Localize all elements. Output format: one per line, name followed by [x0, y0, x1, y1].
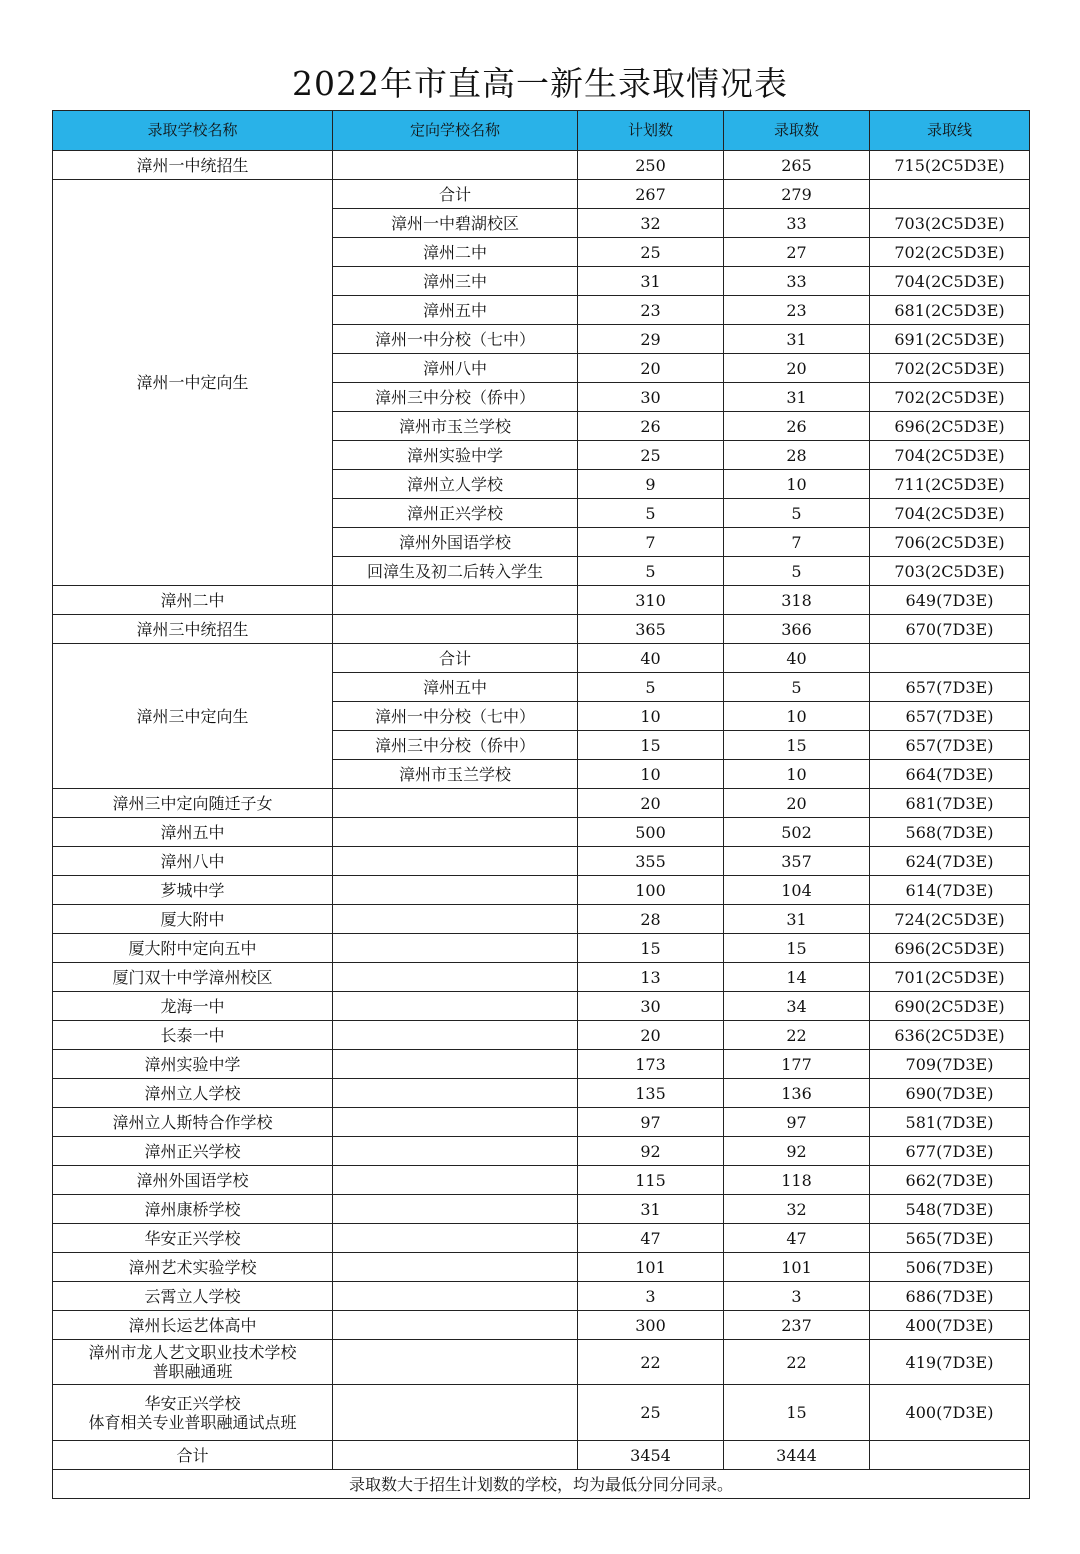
plan-count: 15	[578, 731, 724, 760]
admit-line: 701(2C5D3E)	[870, 963, 1030, 992]
table-row	[53, 1108, 1030, 1137]
plan-count: 13	[578, 963, 724, 992]
admit-line: 696(2C5D3E)	[870, 934, 1030, 963]
plan-count: 40	[578, 644, 724, 673]
header-admit: 录取数	[724, 111, 870, 151]
admit-count: 502	[724, 818, 870, 847]
target-school	[333, 963, 578, 992]
admit-line: 662(7D3E)	[870, 1166, 1030, 1195]
table-row	[53, 586, 1030, 615]
admit-count: 27	[724, 238, 870, 267]
total-row	[53, 1441, 1030, 1470]
school-name: 漳州一中定向生	[53, 180, 333, 586]
plan-count: 135	[578, 1079, 724, 1108]
table-row	[53, 644, 1030, 673]
page-title: 2022年市直高一新生录取情况表	[292, 64, 788, 103]
plan-count: 25	[578, 441, 724, 470]
admit-line: 704(2C5D3E)	[870, 267, 1030, 296]
plan-count: 310	[578, 586, 724, 615]
admit-count: 10	[724, 760, 870, 789]
admit-line: 724(2C5D3E)	[870, 905, 1030, 934]
admit-count: 31	[724, 383, 870, 412]
target-school	[333, 934, 578, 963]
table-row	[53, 876, 1030, 905]
note-row	[53, 1470, 1030, 1499]
plan-count: 31	[578, 1195, 724, 1224]
plan-count: 32	[578, 209, 724, 238]
table-header-row	[53, 111, 1030, 151]
target-school: 合计	[333, 644, 578, 673]
admit-line: 664(7D3E)	[870, 760, 1030, 789]
admit-line: 703(2C5D3E)	[870, 557, 1030, 586]
target-school	[333, 151, 578, 180]
plan-count: 20	[578, 789, 724, 818]
school-name: 漳州二中	[53, 586, 333, 615]
plan-count: 31	[578, 267, 724, 296]
admit-count: 5	[724, 499, 870, 528]
admit-line: 400(7D3E)	[870, 1311, 1030, 1340]
plan-count: 5	[578, 499, 724, 528]
admit-count: 20	[724, 354, 870, 383]
plan-count: 30	[578, 992, 724, 1021]
admit-count: 20	[724, 789, 870, 818]
school-name: 漳州外国语学校	[53, 1166, 333, 1195]
admit-count: 92	[724, 1137, 870, 1166]
target-school: 回漳生及初二后转入学生	[333, 557, 578, 586]
plan-count: 30	[578, 383, 724, 412]
admit-line: 548(7D3E)	[870, 1195, 1030, 1224]
plan-count: 29	[578, 325, 724, 354]
target-school: 漳州八中	[333, 354, 578, 383]
admit-count: 7	[724, 528, 870, 557]
admit-count: 15	[724, 934, 870, 963]
admit-line: 702(2C5D3E)	[870, 383, 1030, 412]
admit-line: 419(7D3E)	[870, 1340, 1030, 1385]
admit-line: 690(7D3E)	[870, 1079, 1030, 1108]
admit-line: 702(2C5D3E)	[870, 238, 1030, 267]
target-school	[333, 1108, 578, 1137]
table-row	[53, 934, 1030, 963]
admit-line: 614(7D3E)	[870, 876, 1030, 905]
school-name: 厦大附中	[53, 905, 333, 934]
admit-line: 657(7D3E)	[870, 702, 1030, 731]
plan-count: 23	[578, 296, 724, 325]
admit-line: 657(7D3E)	[870, 731, 1030, 760]
table-row	[53, 992, 1030, 1021]
admit-count: 31	[724, 325, 870, 354]
plan-count: 7	[578, 528, 724, 557]
school-name-line2: 普职融通班	[152, 1362, 233, 1381]
admit-count: 237	[724, 1311, 870, 1340]
admit-count: 10	[724, 470, 870, 499]
admit-count: 366	[724, 615, 870, 644]
school-name: 漳州三中统招生	[53, 615, 333, 644]
table-row	[53, 1137, 1030, 1166]
table-row	[53, 615, 1030, 644]
target-school	[333, 992, 578, 1021]
table-row	[53, 963, 1030, 992]
admit-count: 40	[724, 644, 870, 673]
admit-line: 400(7D3E)	[870, 1385, 1030, 1441]
plan-count: 10	[578, 702, 724, 731]
admit-line: 703(2C5D3E)	[870, 209, 1030, 238]
admit-line: 704(2C5D3E)	[870, 499, 1030, 528]
admit-line: 681(2C5D3E)	[870, 296, 1030, 325]
admit-count: 33	[724, 209, 870, 238]
target-school: 漳州五中	[333, 296, 578, 325]
school-name	[53, 1340, 333, 1385]
admit-line	[870, 180, 1030, 209]
school-name: 漳州五中	[53, 818, 333, 847]
school-name: 漳州八中	[53, 847, 333, 876]
plan-count: 3	[578, 1282, 724, 1311]
admit-line: 677(7D3E)	[870, 1137, 1030, 1166]
school-name: 漳州立人学校	[53, 1079, 333, 1108]
school-name: 漳州三中定向随迁子女	[53, 789, 333, 818]
target-school: 漳州正兴学校	[333, 499, 578, 528]
admit-count: 26	[724, 412, 870, 441]
school-name: 漳州康桥学校	[53, 1195, 333, 1224]
school-name-line1: 华安正兴学校	[144, 1393, 241, 1413]
admit-line: 649(7D3E)	[870, 586, 1030, 615]
plan-count: 173	[578, 1050, 724, 1079]
target-school: 漳州市玉兰学校	[333, 760, 578, 789]
target-school	[333, 1253, 578, 1282]
target-school	[333, 1079, 578, 1108]
plan-count: 47	[578, 1224, 724, 1253]
admit-count: 101	[724, 1253, 870, 1282]
admit-count: 32	[724, 1195, 870, 1224]
plan-count: 25	[578, 1385, 724, 1441]
target-school	[333, 789, 578, 818]
target-school	[333, 1166, 578, 1195]
plan-count: 101	[578, 1253, 724, 1282]
admit-count: 34	[724, 992, 870, 1021]
school-name: 芗城中学	[53, 876, 333, 905]
school-name: 龙海一中	[53, 992, 333, 1021]
table-row	[53, 1253, 1030, 1282]
target-school: 漳州二中	[333, 238, 578, 267]
target-school	[333, 1340, 578, 1385]
plan-count: 100	[578, 876, 724, 905]
admit-count: 14	[724, 963, 870, 992]
admit-line: 581(7D3E)	[870, 1108, 1030, 1137]
table-row	[53, 847, 1030, 876]
school-name: 厦门双十中学漳州校区	[53, 963, 333, 992]
plan-count: 25	[578, 238, 724, 267]
school-name: 漳州实验中学	[53, 1050, 333, 1079]
school-name: 厦大附中定向五中	[53, 934, 333, 963]
target-school: 漳州一中分校（七中）	[333, 325, 578, 354]
target-school	[333, 1137, 578, 1166]
admit-line: 636(2C5D3E)	[870, 1021, 1030, 1050]
plan-count: 22	[578, 1340, 724, 1385]
plan-count: 97	[578, 1108, 724, 1137]
plan-count: 28	[578, 905, 724, 934]
admission-table	[52, 110, 1030, 1499]
school-name: 漳州立人斯特合作学校	[53, 1108, 333, 1137]
admit-line: 706(2C5D3E)	[870, 528, 1030, 557]
target-school: 漳州五中	[333, 673, 578, 702]
plan-count: 15	[578, 934, 724, 963]
school-name: 长泰一中	[53, 1021, 333, 1050]
total-label: 合计	[53, 1441, 333, 1470]
admit-count: 15	[724, 731, 870, 760]
target-school: 漳州外国语学校	[333, 528, 578, 557]
plan-count: 115	[578, 1166, 724, 1195]
table-row	[53, 1050, 1030, 1079]
admit-count: 279	[724, 180, 870, 209]
plan-count: 300	[578, 1311, 724, 1340]
table-row	[53, 1166, 1030, 1195]
plan-count: 250	[578, 151, 724, 180]
admit-count: 3	[724, 1282, 870, 1311]
admit-line: 681(7D3E)	[870, 789, 1030, 818]
total-admit: 3444	[724, 1441, 870, 1470]
target-school	[333, 1311, 578, 1340]
target-school	[333, 905, 578, 934]
target-school	[333, 615, 578, 644]
total-plan: 3454	[578, 1441, 724, 1470]
admit-line	[870, 644, 1030, 673]
plan-count: 10	[578, 760, 724, 789]
admit-count: 47	[724, 1224, 870, 1253]
target-school	[333, 876, 578, 905]
target-school: 漳州实验中学	[333, 441, 578, 470]
admit-line: 709(7D3E)	[870, 1050, 1030, 1079]
table-row	[53, 1385, 1030, 1441]
table-row	[53, 1311, 1030, 1340]
target-school: 漳州一中分校（七中）	[333, 702, 578, 731]
admit-count: 31	[724, 905, 870, 934]
table-row	[53, 1195, 1030, 1224]
target-school	[333, 1195, 578, 1224]
table-row	[53, 1224, 1030, 1253]
target-school	[333, 1224, 578, 1253]
admit-count: 22	[724, 1340, 870, 1385]
school-name: 漳州艺术实验学校	[53, 1253, 333, 1282]
target-school	[333, 1385, 578, 1441]
school-name: 华安正兴学校	[53, 1224, 333, 1253]
admit-line: 506(7D3E)	[870, 1253, 1030, 1282]
school-name: 漳州长运艺体高中	[53, 1311, 333, 1340]
target-school	[333, 1050, 578, 1079]
admit-count: 118	[724, 1166, 870, 1195]
table-row	[53, 1340, 1030, 1385]
plan-count: 5	[578, 673, 724, 702]
target-school: 漳州市玉兰学校	[333, 412, 578, 441]
target-school	[333, 586, 578, 615]
admit-line: 624(7D3E)	[870, 847, 1030, 876]
admit-line: 715(2C5D3E)	[870, 151, 1030, 180]
target-school	[333, 1021, 578, 1050]
school-name	[53, 1385, 333, 1441]
admit-count: 33	[724, 267, 870, 296]
admit-line: 691(2C5D3E)	[870, 325, 1030, 354]
school-name: 漳州一中统招生	[53, 151, 333, 180]
admit-line: 657(7D3E)	[870, 673, 1030, 702]
admit-line: 696(2C5D3E)	[870, 412, 1030, 441]
table-row	[53, 151, 1030, 180]
school-list	[53, 789, 1030, 1340]
admit-count: 265	[724, 151, 870, 180]
target-school	[333, 818, 578, 847]
target-school: 漳州立人学校	[333, 470, 578, 499]
school-name: 漳州三中定向生	[53, 644, 333, 789]
header-plan: 计划数	[578, 111, 724, 151]
admit-count: 177	[724, 1050, 870, 1079]
admit-count: 318	[724, 586, 870, 615]
target-school: 漳州三中分校（侨中）	[333, 383, 578, 412]
admit-count: 10	[724, 702, 870, 731]
admit-line: 686(7D3E)	[870, 1282, 1030, 1311]
plan-count: 20	[578, 354, 724, 383]
admit-line: 690(2C5D3E)	[870, 992, 1030, 1021]
header-target-school: 定向学校名称	[333, 111, 578, 151]
table-row	[53, 905, 1030, 934]
total-line	[870, 1441, 1030, 1470]
school-name: 云霄立人学校	[53, 1282, 333, 1311]
target-school: 漳州三中	[333, 267, 578, 296]
admit-count: 5	[724, 673, 870, 702]
header-line: 录取线	[870, 111, 1030, 151]
admit-line: 702(2C5D3E)	[870, 354, 1030, 383]
admit-line: 568(7D3E)	[870, 818, 1030, 847]
target-school: 漳州一中碧湖校区	[333, 209, 578, 238]
admit-line: 711(2C5D3E)	[870, 470, 1030, 499]
admit-line: 670(7D3E)	[870, 615, 1030, 644]
admit-line: 565(7D3E)	[870, 1224, 1030, 1253]
header-admit-school: 录取学校名称	[53, 111, 333, 151]
target-school	[333, 1282, 578, 1311]
admit-count: 15	[724, 1385, 870, 1441]
admit-count: 104	[724, 876, 870, 905]
table-row	[53, 789, 1030, 818]
admit-count: 357	[724, 847, 870, 876]
target-school	[333, 847, 578, 876]
plan-count: 267	[578, 180, 724, 209]
target-school: 漳州三中分校（侨中）	[333, 731, 578, 760]
plan-count: 5	[578, 557, 724, 586]
plan-count: 20	[578, 1021, 724, 1050]
plan-count: 365	[578, 615, 724, 644]
admit-line: 704(2C5D3E)	[870, 441, 1030, 470]
table-row	[53, 818, 1030, 847]
target-school	[333, 1441, 578, 1470]
admit-count: 97	[724, 1108, 870, 1137]
school-name-line1: 漳州市龙人艺文职业技术学校	[88, 1343, 297, 1362]
admit-count: 23	[724, 296, 870, 325]
plan-count: 500	[578, 818, 724, 847]
admit-count: 28	[724, 441, 870, 470]
admit-count: 136	[724, 1079, 870, 1108]
table-row	[53, 1021, 1030, 1050]
table-row	[53, 180, 1030, 209]
table-row	[53, 1282, 1030, 1311]
school-name: 漳州正兴学校	[53, 1137, 333, 1166]
target-school: 合计	[333, 180, 578, 209]
footnote: 录取数大于招生计划数的学校，均为最低分同分同录。	[53, 1470, 1030, 1499]
plan-count: 26	[578, 412, 724, 441]
plan-count: 9	[578, 470, 724, 499]
school-name-line2: 体育相关专业普职融通试点班	[88, 1412, 297, 1432]
plan-count: 92	[578, 1137, 724, 1166]
admit-count: 5	[724, 557, 870, 586]
table-row	[53, 1079, 1030, 1108]
admit-count: 22	[724, 1021, 870, 1050]
plan-count: 355	[578, 847, 724, 876]
